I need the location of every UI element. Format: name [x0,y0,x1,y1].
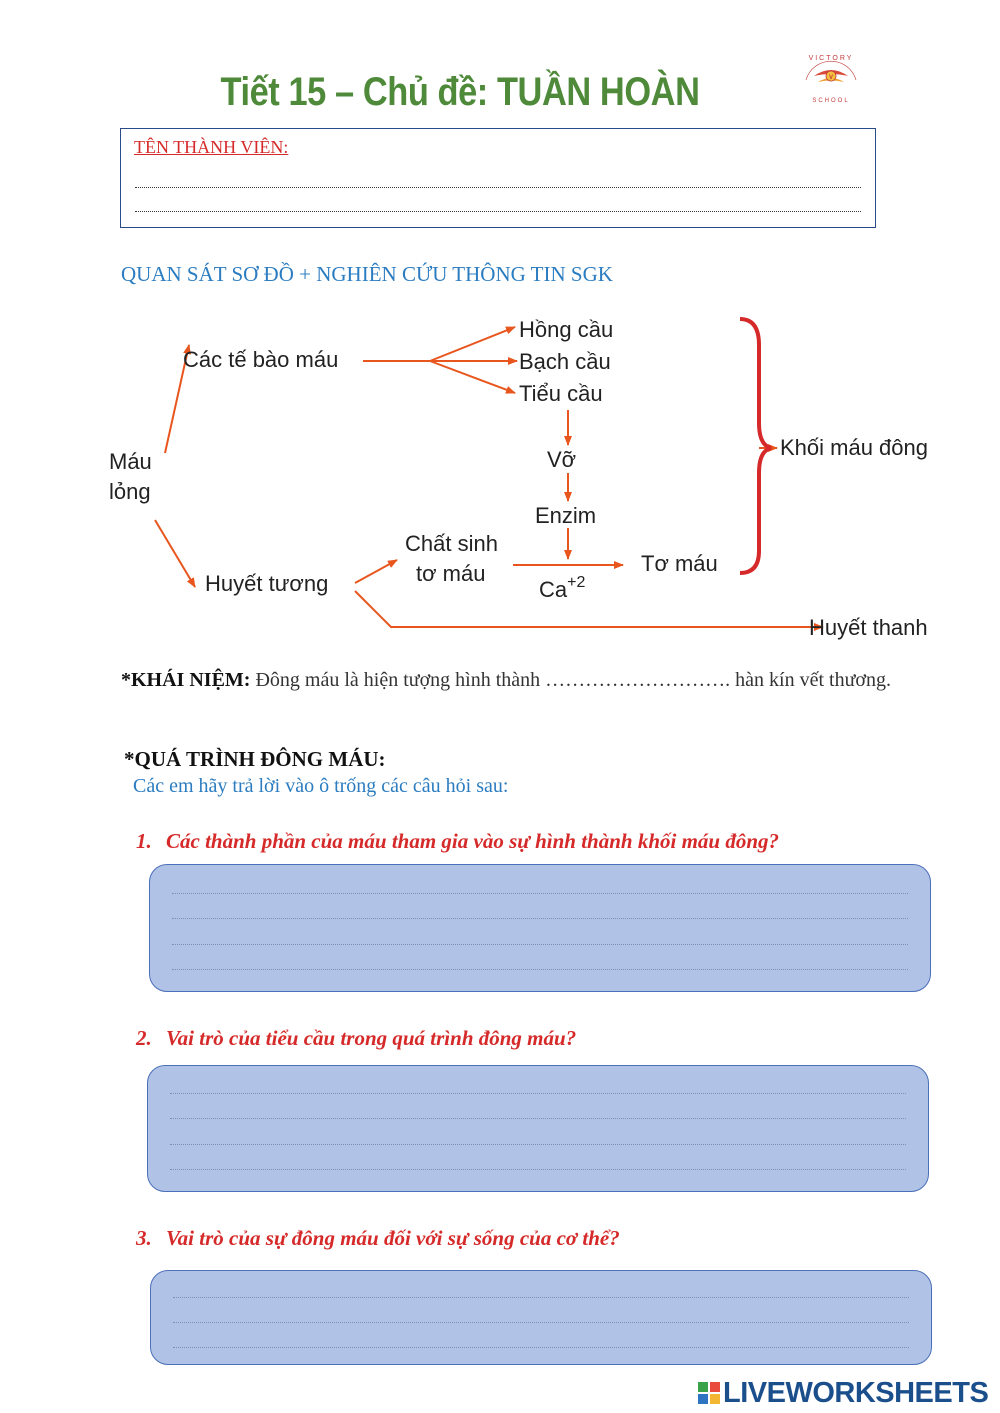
label-chat-sinh: Chất sinh [405,531,498,556]
page-title: Tiết 15 – Chủ đề: TUẦN HOÀN [220,70,700,114]
arrow-mau-to-huyettuong [155,520,195,587]
answer-box-2[interactable] [147,1065,929,1192]
label-ca [539,574,585,602]
label-vo: Vỡ [547,447,577,472]
member-name-line-2[interactable] [135,211,861,212]
member-name-line-1[interactable] [135,187,861,188]
arrow-to-huyetthanh [355,591,823,627]
question-2-number: 2. [136,1026,152,1050]
label-to-mau-chat: tơ máu [416,561,486,586]
process-instruction: Các em hãy trả lời vào ô trống các câu hỏi sau: [133,775,509,797]
question-1-number: 1. [136,829,152,853]
label-enzim: Enzim [535,503,597,528]
question-1 [136,829,779,854]
label-ca-base: Ca [539,577,568,602]
question-3-text: Vai trò của sự đông máu đối với sự sống của cơ thể? [166,1226,620,1250]
blood-clotting-diagram [95,305,965,650]
member-names-box [120,128,876,228]
label-huyet-thanh: Huyết thanh [809,615,928,640]
label-huyet-tuong: Huyết tương [205,571,329,596]
member-names-label: TÊN THÀNH VIÊN: [134,137,289,157]
label-long: lỏng [109,479,151,504]
liveworksheets-text: LIVEWORKSHEETS [723,1377,989,1409]
label-to-mau: Tơ máu [641,551,718,576]
arrow-to-hongcau [430,327,515,361]
label-te-bao-mau: Các tế bào máu [183,347,339,372]
red-brace [740,319,771,573]
concept-paragraph [121,667,921,693]
question-3 [136,1226,620,1251]
process-heading: *QUÁ TRÌNH ĐÔNG MÁU: [124,747,386,771]
arrow-to-tieucau [430,361,515,393]
question-3-number: 3. [136,1226,152,1250]
question-2-text: Vai trò của tiểu cầu trong quá trình đông máu? [166,1026,577,1050]
liveworksheets-brand [698,1377,988,1410]
label-bach-cau: Bạch cầu [519,349,611,374]
answer-box-3[interactable] [150,1270,932,1365]
question-1-text: Các thành phần của máu tham gia vào sự hình thành khối máu đông? [166,829,780,853]
label-khoi-mau-dong: Khối máu đông [780,435,928,460]
label-tieu-cau: Tiểu cầu [519,381,603,406]
svg-text:SCHOOL: SCHOOL [812,98,850,104]
concept-text: Đông máu là hiện tượng hình thành ………………………. hàn kín vết thương. [250,669,891,691]
concept-label: *KHÁI NIỆM: [121,669,251,691]
school-logo [796,46,866,106]
label-hong-cau: Hồng cầu [519,317,614,342]
label-ca-superscript: +2 [567,574,586,591]
label-mau: Máu [109,449,152,474]
svg-text:VICTORY: VICTORY [808,55,854,62]
liveworksheets-icon [698,1382,720,1404]
arrow-to-chatsinh [355,560,397,583]
svg-text:V: V [828,75,834,81]
answer-box-1[interactable] [149,864,931,992]
question-2 [136,1026,576,1051]
observe-heading: QUAN SÁT SƠ ĐỒ + NGHIÊN CỨU THÔNG TIN SGK [121,262,613,286]
